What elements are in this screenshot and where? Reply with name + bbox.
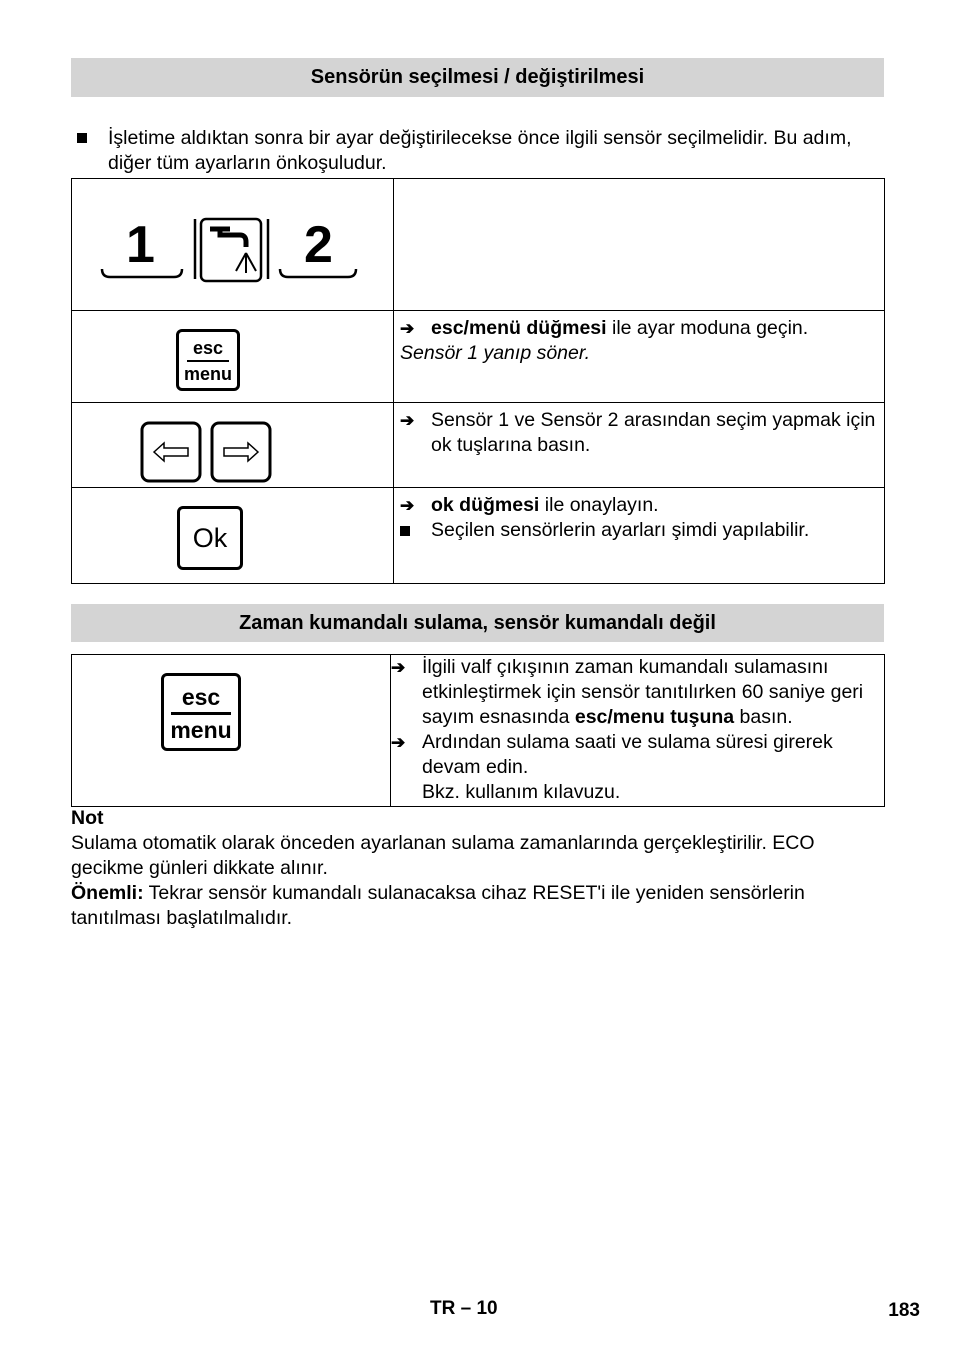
step-1 [400,316,878,341]
square-bullet-icon [400,526,410,536]
arrow-right-icon: ➔ [391,733,406,752]
step-cell [394,403,885,488]
step-1-bold: esc/menü düğmesi [431,317,607,339]
menu-key-label: menu [183,364,232,384]
square-bullet-icon [77,133,87,143]
arrow-right-icon: ➔ [400,496,415,515]
water-tap-icon [100,215,360,287]
note-heading: Not [71,807,104,829]
sensor-number-2: 2 [304,216,333,274]
step-3-text: ile onaylayın. [539,494,659,516]
arrow-right-icon: ➔ [391,658,406,677]
table-row [72,179,885,311]
step-1 [391,655,878,730]
menu-key-label: menu [170,717,232,743]
intro-text: İşletime aldıktan sonra bir ayar değiştirilecekse önce ilgili sensör seçilmelidir. Bu adım, diğer tüm ayarların önkoşuludur. [108,127,852,174]
important-note [71,881,884,931]
section-title: Zaman kumandalı sulama, sensör kumandalı değil [71,604,884,642]
table-row [72,403,885,488]
step-1-text: İlgili valf çıkışının zaman kumandalı sulamasını etkinleştirmek için sensör tanıtılırken 60 saniye geri sayım esnasında [422,656,864,728]
table-row [72,655,885,807]
note-block [71,806,884,931]
step-cell [391,655,885,807]
esc-key-cell [72,655,391,807]
step-3-result [400,518,878,543]
step-2 [391,730,878,780]
arrow-keys [140,421,280,485]
important-label: Önemli: [71,882,144,904]
step-3 [400,493,878,518]
key-divider [187,360,229,362]
display-illustration [100,215,360,287]
key-divider [171,712,231,715]
important-text: Tekrar sensör kumandalı sulanacaksa cihaz RESET'i ile yeniden sensörlerin tanıtılması başlatılmalıdır. [71,882,805,929]
esc-key-label: esc [192,338,224,358]
step-3-bold: ok düğmesi [431,494,540,516]
empty-text-cell [394,179,885,311]
step-2 [400,408,878,458]
arrow-right-icon: ➔ [400,319,415,338]
step-1-bold: esc/menu tuşuna [574,706,735,728]
steps-table [71,654,885,807]
step-2-text: Ardından sulama saati ve sulama süresi girerek devam edin. [422,731,833,778]
esc-key-cell [72,311,394,403]
arrow-right-icon: ➔ [400,411,415,430]
right-arrow-key-icon [212,423,270,481]
left-arrow-key-icon [142,423,200,481]
step-1-note: Sensör 1 yanıp söner. [400,342,591,364]
step-cell [394,488,885,584]
ok-key-icon: Ok [177,506,243,570]
ok-key-cell [72,488,394,584]
page-number: 183 [888,1300,920,1321]
esc-menu-key-icon [161,673,241,751]
step-cell [394,311,885,403]
steps-table [71,178,885,584]
footer-page-label: TR – 10 [430,1298,498,1319]
step-2-text: Sensör 1 ve Sensör 2 arasından seçim yapmak için ok tuşlarına basın. [431,409,876,456]
esc-key-label: esc [181,684,221,710]
step-2-reference: Bkz. kullanım kılavuzu. [422,781,621,803]
table-row [72,488,885,584]
step-1-text: ile ayar moduna geçin. [606,317,809,339]
sensor-number-1: 1 [126,216,155,274]
section-title: Sensörün seçilmesi / değiştirilmesi [71,58,884,97]
note-text: Sulama otomatik olarak önceden ayarlanan sulama zamanlarında gerçekleştirilir. ECO gecikme günleri dikkate alınır. [71,832,815,879]
table-row [72,311,885,403]
step-3-result-text: Seçilen sensörlerin ayarları şimdi yapılabilir. [431,519,810,541]
esc-menu-key-icon [176,329,240,391]
display-cell [72,179,394,311]
arrow-keys-cell [72,403,394,488]
step-1-text-end: basın. [734,706,793,728]
